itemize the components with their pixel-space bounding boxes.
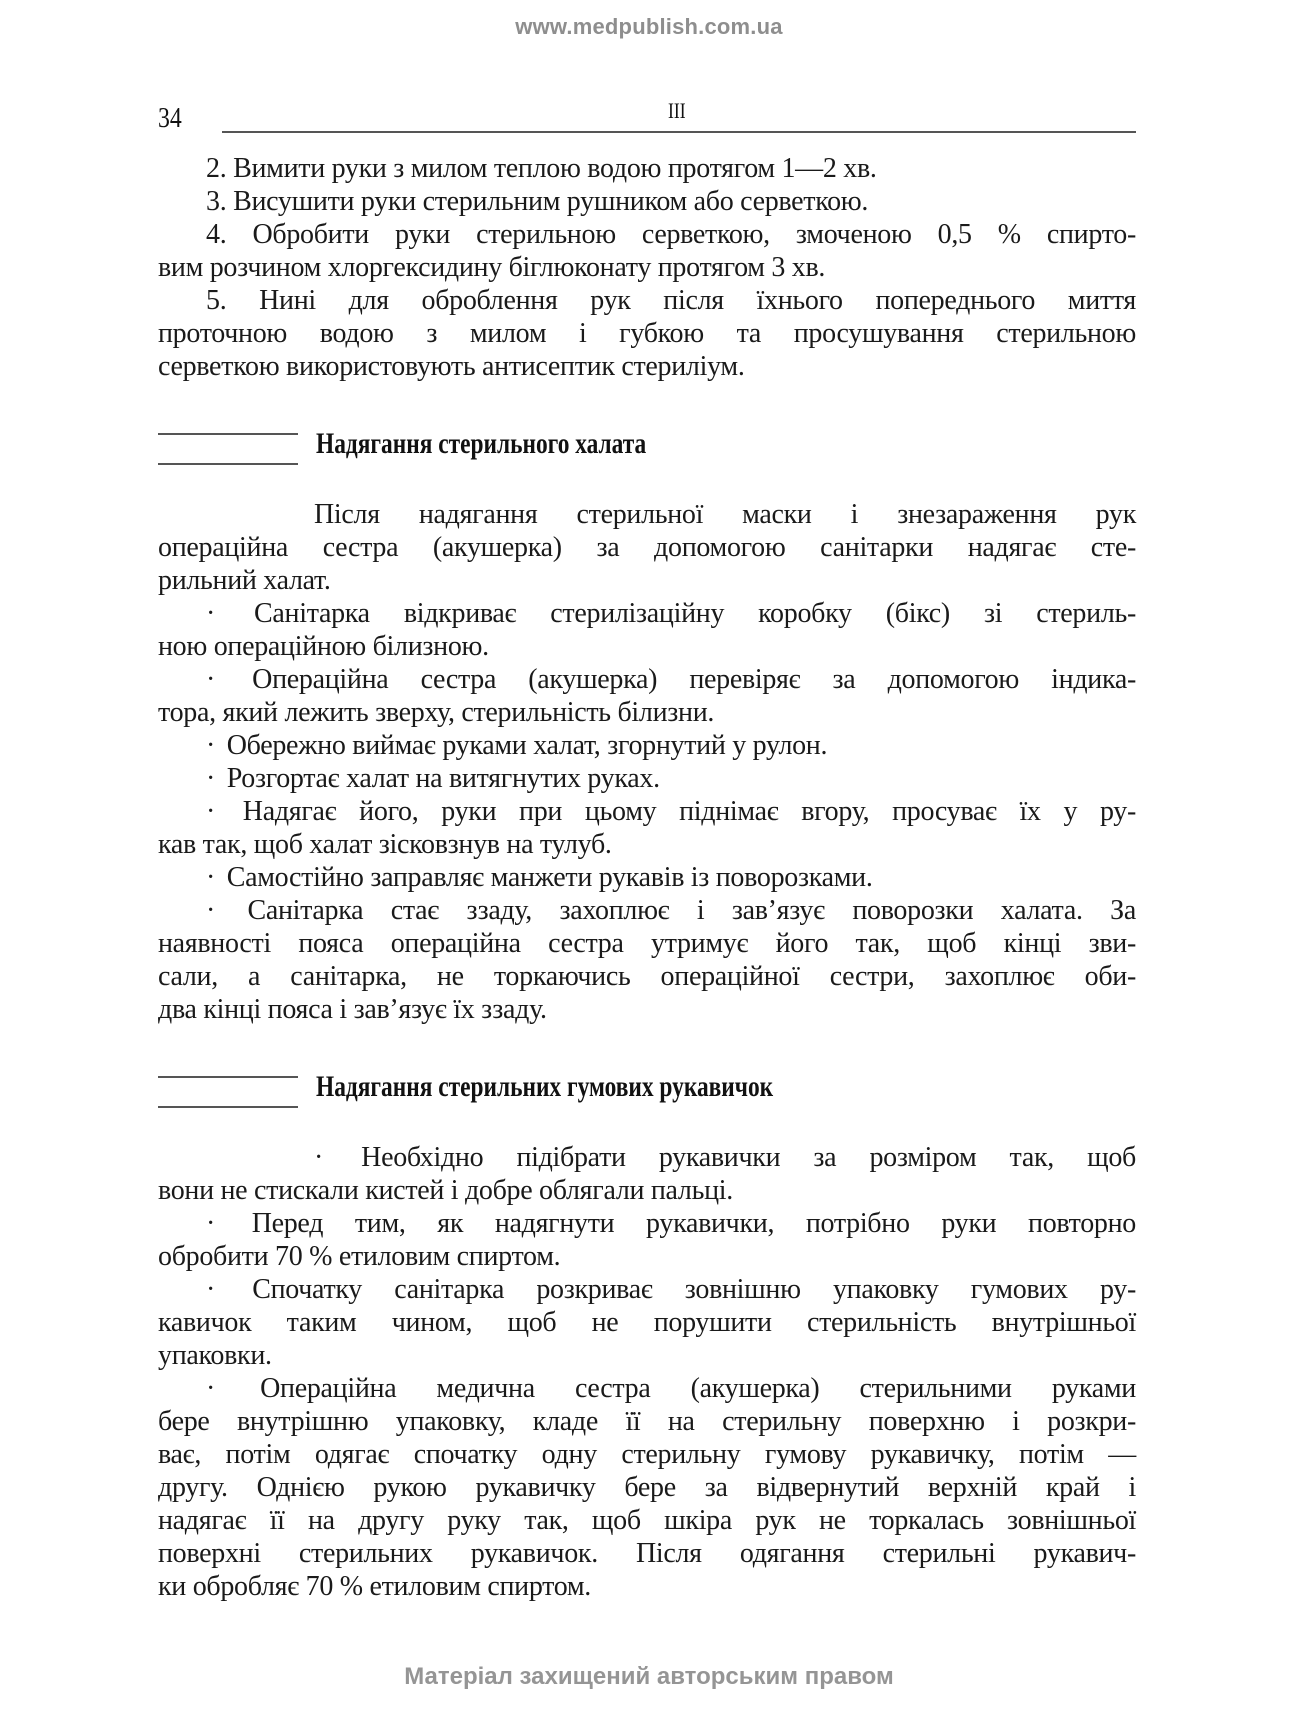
text-line: упаковки. xyxy=(158,1340,272,1371)
text-line: ною операційною білизною. xyxy=(158,631,489,662)
page-body xyxy=(158,152,1136,1603)
chapter-number: III xyxy=(668,98,686,123)
paragraph xyxy=(158,498,1136,597)
text-line: поверхні стерильних рукавичок. Після одягання стерильні рукавич- xyxy=(158,1538,1136,1569)
text-line: рильний халат. xyxy=(158,565,331,596)
text-line: · Спочатку санітарка розкриває зовнішню упаковку гумових ру- xyxy=(206,1274,1136,1305)
bullet-point-icon: · xyxy=(206,664,216,695)
text-line: обробити 70 % етиловим спиртом. xyxy=(158,1241,561,1272)
watermark-site-url: www.medpublish.com.ua xyxy=(515,14,783,39)
bullet-item xyxy=(158,894,1136,1026)
text-line: · Операційна медична сестра (акушерка) стерильними руками xyxy=(206,1373,1136,1404)
bullet-item xyxy=(158,861,1136,894)
bullet-point-icon: · xyxy=(314,1142,324,1173)
bullet-item xyxy=(158,1273,1136,1372)
text-line: бере внутрішню упаковку, кладе її на стерильну поверхню і розкри- xyxy=(158,1406,1136,1437)
watermark-copyright: Матеріал захищений авторським правом xyxy=(404,1663,894,1690)
text-line: кав так, щоб халат зісковзнув на тулуб. xyxy=(158,829,612,860)
bullet-item xyxy=(158,663,1136,729)
text-line: ває, потім одягає спочатку одну стерильну гумову рукавичку, потім — xyxy=(158,1439,1136,1470)
text-line: · Необхідно підібрати рукавички за розміром так, щоб xyxy=(314,1142,1136,1173)
bullet-point-icon: · xyxy=(206,730,216,761)
text-line: 4. Обробити руки стерильною серветкою, змоченою 0,5 % спирто- xyxy=(206,219,1136,250)
text-line: надягає її на другу руку так, щоб шкіра рук не торкалась зовнішньої xyxy=(158,1505,1136,1536)
bullet-item xyxy=(158,1207,1136,1273)
text-line: · Обережно виймає руками халат, згорнутий у рулон. xyxy=(206,730,828,761)
numbered-step xyxy=(158,284,1136,383)
text-line: 5. Нині для оброблення рук після їхнього попереднього миття xyxy=(206,285,1136,316)
bullet-point-icon: · xyxy=(206,598,216,629)
heading-rule-decoration xyxy=(158,1076,298,1108)
text-line: вони не стискали кистей і добре облягали пальці. xyxy=(158,1175,733,1206)
bullet-point-icon: · xyxy=(206,895,216,926)
section-sterile-gloves xyxy=(158,1070,1136,1603)
page-number: 34 xyxy=(158,102,182,134)
bullet-item xyxy=(158,795,1136,861)
bullet-point-icon: · xyxy=(206,1274,216,1305)
text-line: серветкою використовують антисептик стериліум. xyxy=(158,351,745,382)
section-title: Надягання стерильних гумових рукавичок xyxy=(316,1070,774,1103)
bullet-item xyxy=(158,762,1136,795)
bullet-item xyxy=(158,1141,1136,1207)
text-line: · Надягає його, руки при цьому піднімає вгору, просуває їх у ру- xyxy=(206,796,1137,827)
bullet-item xyxy=(158,597,1136,663)
text-line: ки обробляє 70 % етиловим спиртом. xyxy=(158,1571,592,1602)
text-line: · Санітарка відкриває стерилізаційну коробку (бікс) зі стериль- xyxy=(206,598,1136,629)
text-line: · Самостійно заправляє манжети рукавів із поворозками. xyxy=(206,862,873,893)
bullet-item xyxy=(158,1372,1136,1603)
procedure-steps-list xyxy=(158,152,1136,383)
section-title: Надягання стерильного халата xyxy=(316,427,647,460)
text-line: сали, а санітарка, не торкаючись операційної сестри, захоплює оби- xyxy=(158,961,1136,992)
bullet-point-icon: · xyxy=(206,763,216,794)
text-line: · Санітарка стає ззаду, захоплює і зав’язує поворозки халата. За xyxy=(206,895,1136,926)
bullet-item xyxy=(158,729,1136,762)
numbered-step xyxy=(158,185,1136,218)
numbered-step xyxy=(158,152,1136,185)
bullet-point-icon: · xyxy=(206,1373,216,1404)
section-heading xyxy=(158,1070,1136,1110)
text-line: кавичок таким чином, щоб не порушити стерильність внутрішньої xyxy=(158,1307,1136,1338)
text-line: · Операційна сестра (акушерка) перевіряє за допомогою індика- xyxy=(206,664,1136,695)
bullet-point-icon: · xyxy=(206,862,216,893)
section-heading xyxy=(158,427,1136,467)
text-line: вим розчином хлоргексидину біглюконату протягом 3 хв. xyxy=(158,252,826,283)
section-sterile-gown xyxy=(158,427,1136,1026)
text-line: Після надягання стерильної маски і знезараження рук xyxy=(314,499,1136,530)
text-line: · Перед тим, як надягнути рукавички, потрібно руки повторно xyxy=(206,1208,1136,1239)
text-line: · Розгортає халат на витягнутих руках. xyxy=(206,763,660,794)
text-line: 3. Висушити руки стерильним рушником або серветкою. xyxy=(206,186,869,217)
text-line: операційна сестра (акушерка) за допомогою санітарки надягає сте- xyxy=(158,532,1136,563)
heading-rule-decoration xyxy=(158,433,298,465)
running-head xyxy=(158,98,1136,138)
bullet-point-icon: · xyxy=(206,1208,216,1239)
text-line: наявності пояса операційна сестра утримує його так, щоб кінці зви- xyxy=(158,928,1136,959)
text-line: два кінці пояса і зав’язує їх ззаду. xyxy=(158,994,547,1025)
section-body xyxy=(158,1141,1136,1603)
text-line: 2. Вимити руки з милом теплою водою протягом 1—2 хв. xyxy=(206,153,877,184)
text-line: проточною водою з милом і губкою та просушування стерильною xyxy=(158,318,1136,349)
text-line: другу. Однією рукою рукавичку бере за відвернутий верхній край і xyxy=(158,1472,1136,1503)
text-line: тора, який лежить зверху, стерильність білизни. xyxy=(158,697,715,728)
section-body xyxy=(158,498,1136,1026)
bullet-point-icon: · xyxy=(206,796,216,827)
numbered-step xyxy=(158,218,1136,284)
header-rule xyxy=(222,131,1136,133)
